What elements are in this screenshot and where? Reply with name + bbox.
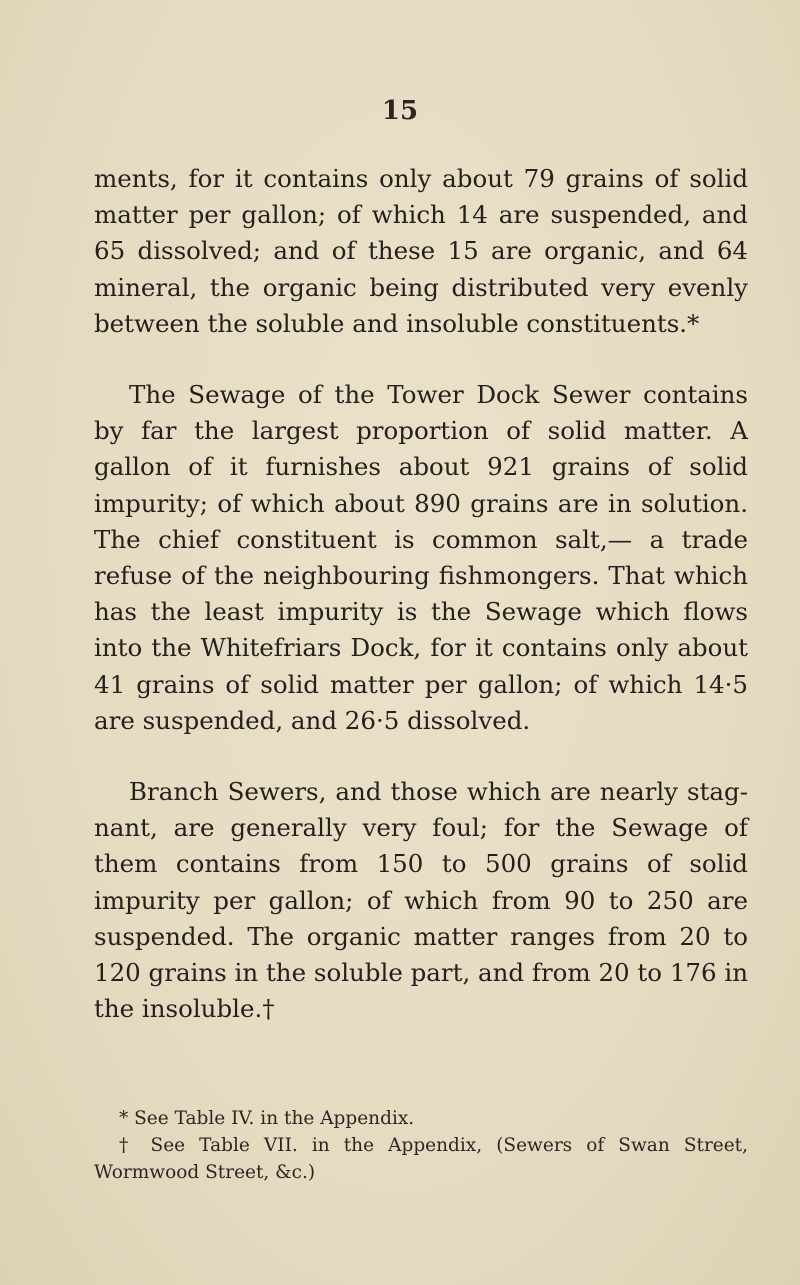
- footnotes: [94, 1105, 748, 1186]
- body-text: [94, 161, 748, 1027]
- paragraph-continuation: ments, for it contains only about 79 grains of solid matter per gallon; of which 14 are suspended, and 65 dissolved; and of these 15 are organic, and 64 mineral, the organic being distributed very evenly between the soluble and insoluble constituents.*: [94, 164, 748, 338]
- footnote-table-vii: † See Table VII. in the Appendix, (Sewers of Swan Street, Wormwood Street, &c.): [94, 1135, 748, 1183]
- paragraph-tower-dock-sewer: The Sewage of the Tower Dock Sewer contains by far the largest proportion of solid matter. A gallon of it furnishes about 921 grains of solid impurity; of which about 890 grains are in solution. The chief constituent is common salt,— a trade refuse of the neighbouring fishmongers. That which has the least impurity is the Sewage which flows into the Whitefriars Dock, for it contains only about 41 grains of solid matter per gallon; of which 14·5 are suspended, and 26·5 dissolved.: [94, 380, 748, 735]
- page-number: 15: [381, 96, 419, 126]
- footnote-table-iv: * See Table IV. in the Appendix.: [119, 1108, 415, 1129]
- paragraph-branch-sewers: Branch Sewers, and those which are nearly stagnant, are generally very foul; for the Sewage of them contains from 150 to 500 grains of solid impurity per gallon; of which from 90 to 250 are suspended. The organic matter ranges from 20 to 120 grains in the soluble part, and from 20 to 176 in the insoluble.†: [94, 777, 748, 1024]
